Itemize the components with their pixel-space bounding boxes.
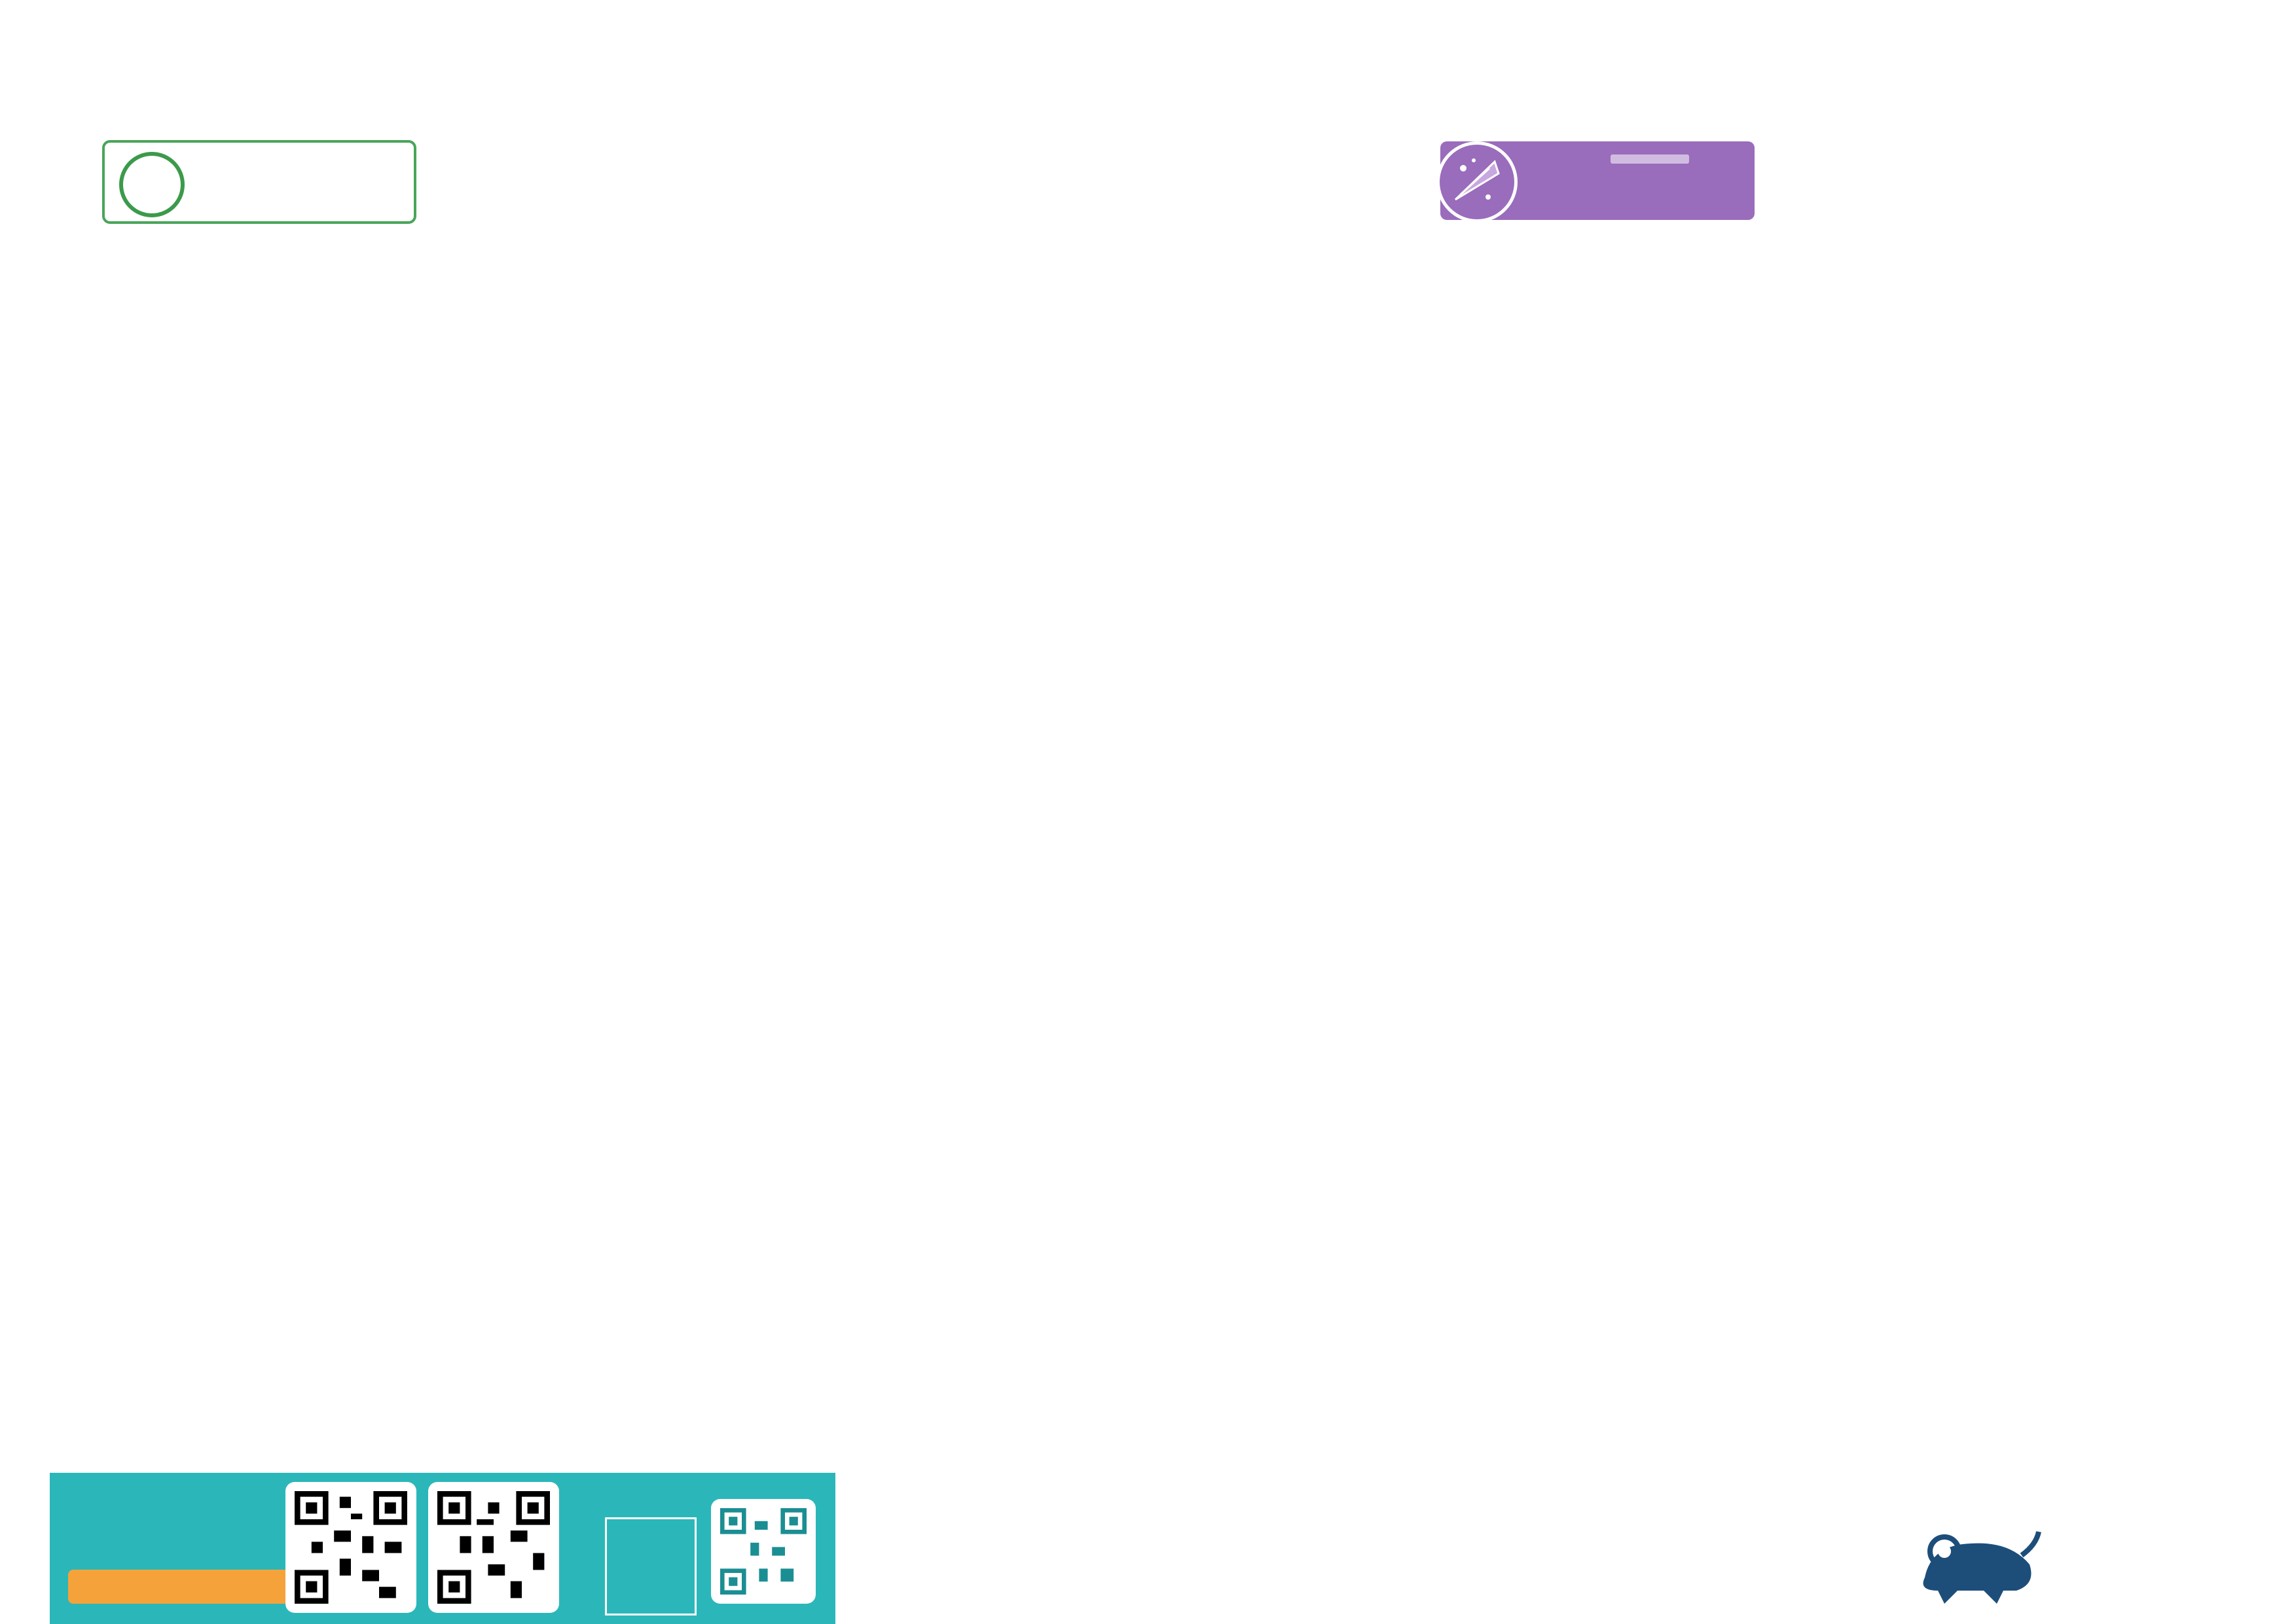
blog-qr-code[interactable]: [711, 1499, 816, 1604]
elior-bull-icon: [1905, 1525, 2049, 1624]
school-name: [1755, 1394, 2239, 1447]
provence-small-label: [1611, 154, 1689, 164]
qr-pattern-icon: [295, 1491, 407, 1604]
appstore-qr-code[interactable]: [285, 1482, 416, 1613]
vegetarian-day-badge: [102, 140, 416, 224]
page-title: [65, 20, 1506, 131]
provence-theme-badge: [1440, 141, 1755, 220]
qr-pattern-icon: [437, 1491, 550, 1604]
elior-logo: [1905, 1525, 2049, 1624]
app-url-link[interactable]: [68, 1570, 304, 1604]
qr-pattern-icon: [720, 1508, 807, 1595]
vege-seal-icon: [119, 152, 185, 217]
provence-lavender-icon: [1436, 141, 1518, 223]
bonbon-logo[interactable]: [605, 1517, 697, 1615]
app-banner: [50, 1473, 835, 1624]
playstore-qr-code[interactable]: [428, 1482, 559, 1613]
